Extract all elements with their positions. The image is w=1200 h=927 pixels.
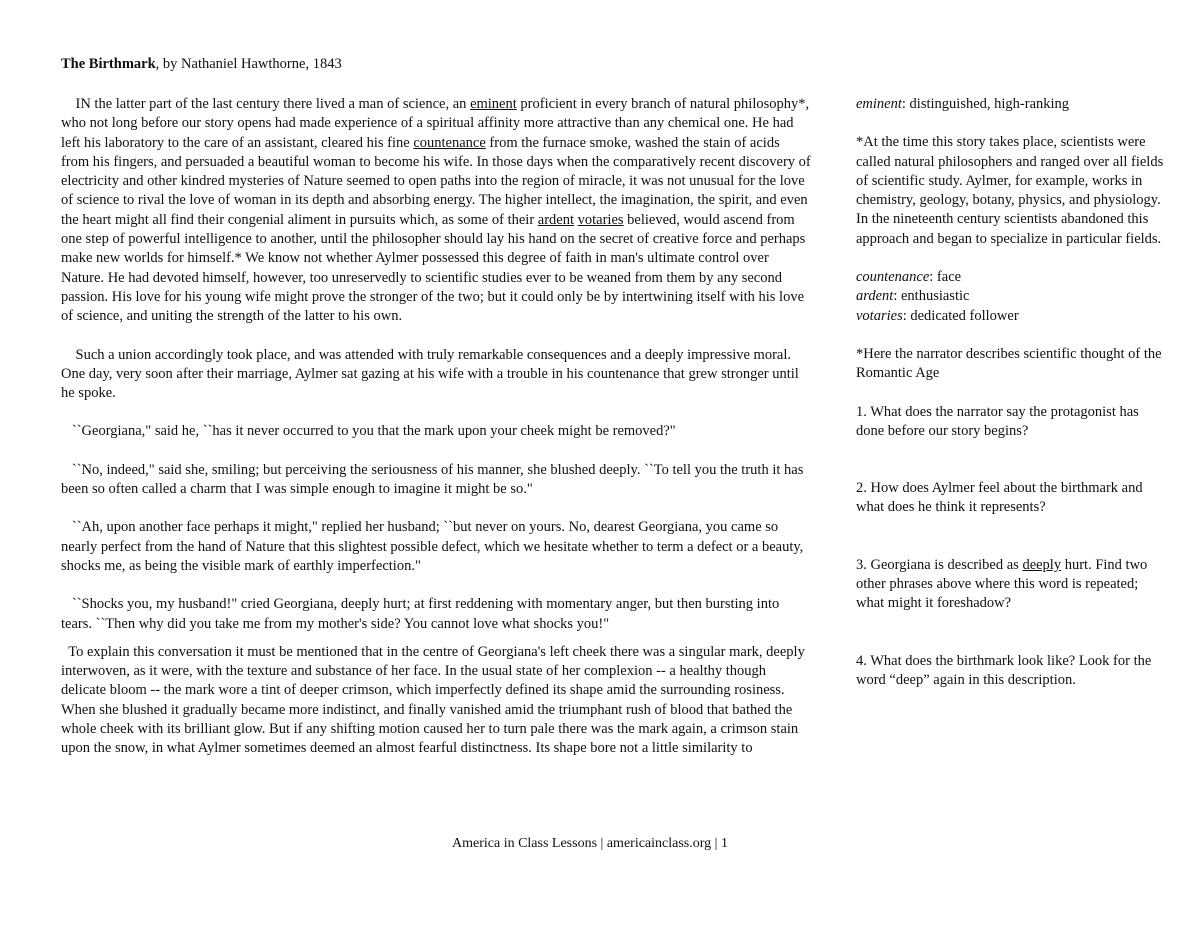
gloss-definition: : face — [929, 269, 962, 286]
text-run: IN the latter part of the last century there lived a man of science, an — [61, 96, 471, 112]
story-text — [61, 95, 811, 759]
text-run: from the furnace smoke, washed the stain of acids from his fingers, and persuaded a beautiful woman to become his wife. In those days when the comparatively recent discovery of electricity and other kindred mysteries of Nature seemed to open paths into the region of miracle, it was not unusual for the love of science to rival the love of woman in its depth and absorbing energy. The higher intellect, the imagination, the spirit, and even the heart might all find their congenial aliment in pursuits which, as some of their — [61, 134, 811, 228]
page-title — [61, 56, 342, 73]
text-run: 3. Georgiana is described as — [856, 556, 1023, 573]
paragraph-4: ``No, indeed," said she, smiling; but perceiving the seriousness of his manner, she blushed deeply. ``To tell you the truth it has been so often called a charm that I was simple enough to imagine it might be so." — [61, 461, 804, 498]
question-4: 4. What does the birthmark look like? Look for the word “deep” again in this description. — [856, 652, 1152, 688]
gloss-definition: : enthusiastic — [893, 288, 970, 305]
sidebar-notes — [856, 95, 1166, 709]
question-3 — [856, 556, 1166, 614]
paragraph-6: ``Shocks you, my husband!" cried Georgiana, deeply hurt; at first reddening with momentary anger, but then bursting into tears. ``Then why did you take me from my mother's side? You cannot love what shocks you!" — [61, 596, 780, 632]
gloss-group — [856, 268, 1166, 326]
footnote-2: *Here the narrator describes scientific thought of the Romantic Age — [856, 345, 1162, 382]
underlined-word-countenance: countenance — [413, 134, 486, 151]
underlined-word-deeply: deeply — [1022, 556, 1062, 573]
gloss-term: votaries — [856, 307, 903, 324]
underlined-word-ardent: ardent — [537, 211, 575, 228]
title-bold: The Birthmark — [61, 56, 156, 72]
gloss-term: countenance — [856, 269, 930, 286]
question-1: 1. What does the narrator say the protagonist has done before our story begins? — [856, 403, 1139, 439]
text-run: hurt. Find two other phrases above where this word is repeated; what might it foreshadow? — [856, 556, 1148, 612]
text-run: believed, would ascend from one step of powerful intelligence to another, until the philosopher should lay his hand on the secret of creative force and perhaps make new worlds for himself.* We know not whether Aylmer possessed this degree of faith in man's ultimate control over Nature. He had devoted himself, however, too unreservedly to scientific studies ever to be weaned from them by any second passion. His love for his young wife might prove the stronger of the two; but it could only be by intertwining itself with his love of science, and uniting the strength of the latter to his own. — [61, 211, 806, 325]
text-run: proficient in every branch of natural philosophy*, who not long before our story opens had made experience of a spiritual affinity more attractive than any chemical one. He had left his laboratory to the care of an assistant, cleared his fine — [61, 96, 810, 151]
footnote-1: *At the time this story takes place, scientists were called natural philosophers and ranged over all fields of scientific study. Aylmer, for example, works in chemistry, geology, botany, physics, and physiology. In the nineteenth century scientists abandoned this approach and began to specialize in particular fields. — [856, 134, 1164, 247]
paragraph-2: Such a union accordingly took place, and was attended with truly remarkable consequences and a deeply impressive moral. One day, very soon after their marriage, Aylmer sat gazing at his wife with a trouble in his countenance that grew stronger until he spoke. — [61, 346, 799, 402]
title-rest: , by Nathaniel Hawthorne, 1843 — [155, 56, 342, 72]
question-2: 2. How does Aylmer feel about the birthmark and what does he think it represents? — [856, 480, 1143, 516]
paragraph-3: ``Georgiana," said he, ``has it never occurred to you that the mark upon your cheek might be removed?" — [61, 423, 676, 440]
gloss-definition: : distinguished, high-ranking — [901, 96, 1070, 112]
paragraph-5: ``Ah, upon another face perhaps it might," replied her husband; ``but never on yours. No, dearest Georgiana, you came so nearly perfect from the hand of Nature that this slightest possible defect, which we hesitate whether to term a defect or a beauty, shocks me, as being the visible mark of earthly imperfection." — [61, 519, 804, 574]
underlined-word-eminent: eminent — [470, 96, 517, 112]
paragraph-1 — [61, 95, 811, 327]
gloss-definition: : dedicated follower — [902, 307, 1019, 324]
page-footer: America in Class Lessons | americainclass.org | 1 — [452, 836, 728, 851]
paragraph-7: To explain this conversation it must be mentioned that in the centre of Georgiana's left cheek there was a singular mark, deeply interwoven, as it were, with the texture and substance of her face. In the usual state of her complexion -- a healthy though delicate bloom -- the mark wore a tint of deeper crimson, which imperfectly defined its shape amid the surrounding rosiness. When she blushed it gradually became more indistinct, and finally vanished amid the triumphant rush of blood that bathed the whole cheek with its brilliant glow. But if any shifting motion caused her to turn pale there was the mark again, a crimson stain upon the snow, in what Aylmer sometimes deemed an almost fearful distinctness. Its shape bore not a little similarity to — [61, 643, 805, 757]
gloss-term: ardent — [856, 288, 894, 305]
gloss-term: eminent — [856, 96, 902, 112]
underlined-word-votaries: votaries — [577, 211, 624, 228]
gloss-eminent — [856, 95, 1166, 114]
